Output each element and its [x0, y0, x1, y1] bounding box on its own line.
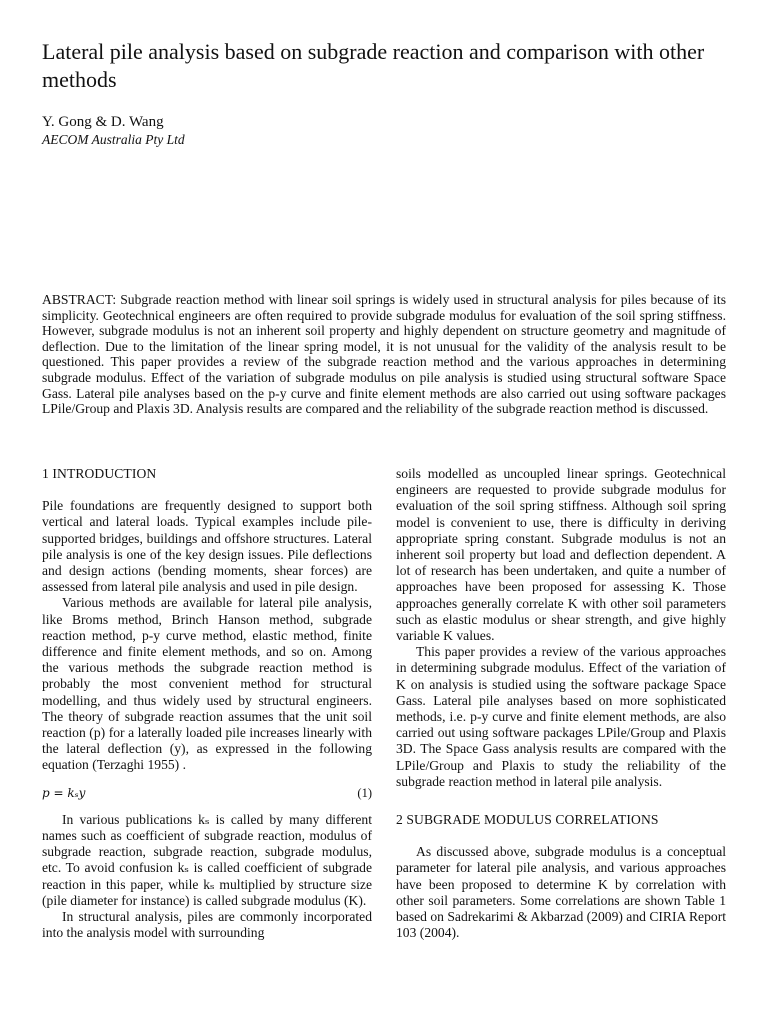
abstract: ABSTRACT: Subgrade reaction method with linear soil springs is widely used in structural analysis for piles because of its simplicity. Geotechnical engineers are often required to provide subgrade modulus for evaluation of the soil spring stiffness. However, subgrade modulus is not an inherent soil property and highly dependent on structure geometry and magnitude of deflection. Due to the limitation of the linear spring model, it is not unusual for the validity of the analysis result to be questioned. This paper provides a review of the subgrade reaction method and the various approaches in determining subgrade modulus. Effect of the variation of subgrade modulus on pile analysis is studied using structural software Space Gass. Lateral pile analyses based on the p-y curve and finite element methods are also carried out using software packages LPile/Group and Plaxis 3D. Analysis results are compared and the reliability of the subgrade reaction method is discussed. [42, 292, 726, 417]
right-column [396, 466, 726, 941]
intro-paragraph-4: In structural analysis, piles are commonly incorporated into the analysis model with surrounding [42, 909, 372, 941]
paper-affiliation: AECOM Australia Pty Ltd [42, 132, 185, 147]
paper-title: Lateral pile analysis based on subgrade reaction and comparison with other methods [42, 39, 705, 92]
left-column [42, 466, 372, 941]
equation-1 [42, 785, 372, 801]
intro-paragraph-1: Pile foundations are frequently designed to support both vertical and lateral loads. Typical examples include pile-supported bridges, buildings and offshore structures. Lateral pile analysis is one of the key design issues. Pile deflections and design actions (bending moments, shear forces) are assessed from lateral pile analysis and used in pile design. [42, 498, 372, 595]
section-2-heading: 2 SUBGRADE MODULUS CORRELATIONS [396, 812, 659, 828]
section-2-paragraph-1: As discussed above, subgrade modulus is a conceptual parameter for lateral pile analysis, and various approaches have been proposed to determine K by correlation with other soil parameters. Some correlations are shown Table 1 based on Sadrekarimi & Akbarzad (2009) and CIRIA Report 103 (2004). [396, 844, 726, 941]
intro-paragraph-2: Various methods are available for lateral pile analysis, like Broms method, Brinch Hanson method, subgrade reaction method, p-y curve method, elastic method, finite difference and finite element methods, and so on. Among the various methods the subgrade reaction method is probably the most convenient method for structural modelling, and thus widely used by structural engineers. The theory of subgrade reaction assumes that the unit soil reaction (p) for a laterally loaded pile increases linearly with the lateral deflection (y), as expressed in the following equation (Terzaghi 1955) . [42, 595, 372, 773]
paper-authors: Y. Gong & D. Wang [42, 114, 164, 130]
intro-paragraph-4-continued: soils modelled as uncoupled linear springs. Geotechnical engineers are requested to provide subgrade modulus for evaluation of the soil spring stiffness. Although soil spring model is convenient to use, there is difficulty in deriving appropriate spring constant. Subgrade modulus is not an inherent soil property but load and deflection dependent. A lot of research has been undertaken, and quite a number of approaches have been proposed for assessing K. Those approaches generally correlate K with other soil parameters such as elastic modulus or shear strength, and give highly variable K values. [396, 466, 726, 644]
equation-number: (1) [357, 785, 372, 800]
intro-paragraph-3: In various publications kₛ is called by many different names such as coefficient of subgrade reaction, modulus of subgrade reaction, subgrade reaction, subgrade modulus, etc. To avoid confusion kₛ is called coefficient of subgrade reaction in this paper, while kₛ multiplied by structure size (pile diameter for instance) is called subgrade modulus (K). [42, 811, 372, 908]
equation-text: p = kₛy [42, 785, 86, 800]
section-1-heading: 1 INTRODUCTION [42, 466, 157, 481]
intro-paragraph-5: This paper provides a review of the various approaches in determining subgrade modulus. Effect of the variation of K on analysis is studied using the software package Space Gass. Lateral pile analyses based on more sophisticated methods, i.e. p-y curve and finite element methods, are also carried out using software packages LPile/Group and Plaxis 3D. The Space Gass analysis results are compared with the LPile/Group and Plaxis to study the reliability of the subgrade reaction method in lateral pile analysis. [396, 644, 726, 789]
